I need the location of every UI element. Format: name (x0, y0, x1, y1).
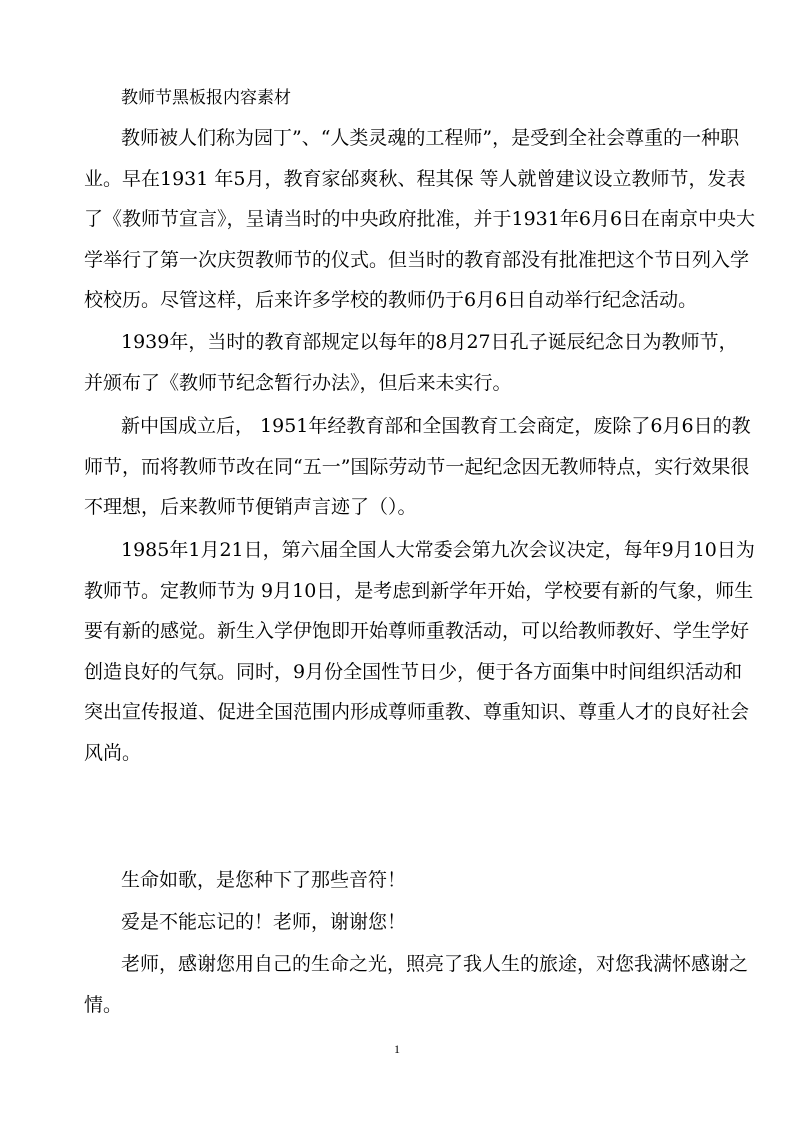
closing-line-3: 老师，感谢您用自己的生命之光，照亮了我人生的旅途，对您我满怀感谢之情。 (84, 953, 749, 1016)
page-number: 1 (394, 1042, 400, 1056)
paragraph-1939: 1939年，当时的教育部规定以每年的8月27日孔子诞辰纪念日为教师节，并颁布了《教师节纪念暂行办法》，但后来未实行。 (84, 331, 738, 394)
document-title: 教师节黑板报内容素材 (121, 88, 291, 108)
paragraph-intro: 教师被人们称为园丁”、“人类灵魂的工程师”，是受到全社会尊重的一种职业。早在1931 年5月，教育家邰爽秋、程其保 等人就曾建议设立教师节，发表了《教师节宣言》，呈请当时的中央政府批准，并于1931年6月6日在南京中央大学举行了第一次庆贺教师节的仪式。但当时的教育部没有批准把这个节日列入学校校历。尽管这样，后来许多学校的教师仍于6月6日自动举行纪念活动。 (84, 127, 756, 311)
paragraph-1951: 新中国成立后， 1951年经教育部和全国教育工会商定，废除了6月6日的教师节，而将教师节改在同“五一”国际劳动节一起纪念因无教师特点，实行效果很不理想，后来教师节便销声言迹了（）。 (84, 415, 751, 518)
closing-line-1: 生命如歌，是您种下了那些音符！ (121, 869, 407, 891)
paragraph-1985: 1985年1月21日，第六届全国人大常委会第九次会议决定，每年9月10日为教师节。定教师节为 9月10日，是考虑到新学年开始，学校要有新的气象，师生要有新的感觉。新生入学伊饱即开始尊师重教活动，可以给教师教好、学生学好创造良好的气氛。同时，9月份全国性节日少，便于各方面集中时间组织活动和突出宣传报道、促进全国范围内形成尊师重教、尊重知识、尊重人才的良好社会风尚。 (84, 539, 755, 764)
closing-line-2: 爱是不能忘记的！老师，谢谢您！ (121, 911, 407, 933)
